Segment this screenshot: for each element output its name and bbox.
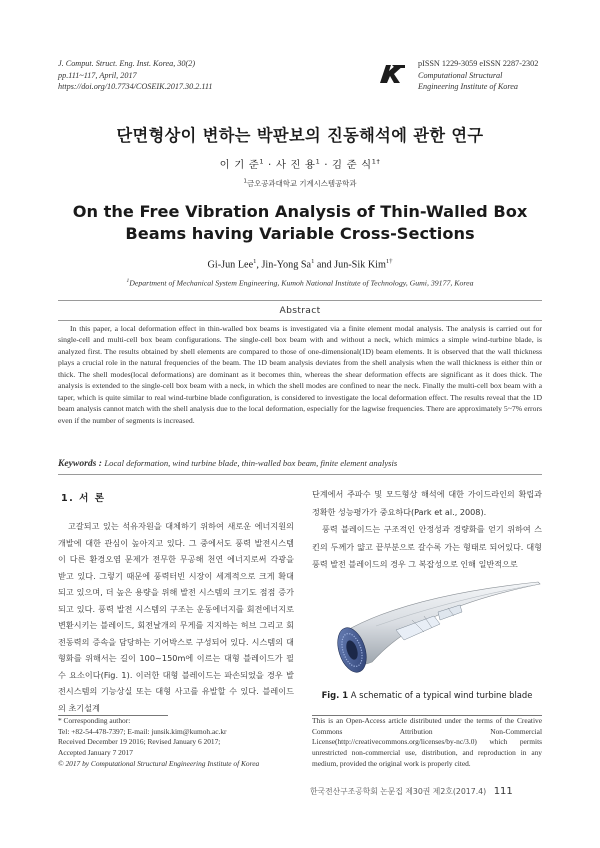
affiliation-text: 금오공과대학교 기계시스템공학과 [247,179,357,188]
figure-caption-text: A schematic of a typical wind turbine blade [350,690,533,700]
society-name-line-2: Engineering Institute of Korea [418,82,518,92]
author-name: 김 준 식 [332,159,372,171]
page-footer [310,786,513,797]
doi-link[interactable]: https://doi.org/10.7734/COSEIK.2017.30.2.111 [58,82,213,92]
author-mark: 1 [315,157,321,166]
keywords-text: Local deformation, wind turbine blade, thin-walled box beam, finite element analysis [104,458,398,468]
author-list-english: Gi-Jun Lee$^1$, Jin-Yong Sa$^1$ and Jun-Sik Kim$^{1\dagger}$ [207,258,393,271]
author-mark: 1 [253,258,257,265]
received-dates: Received December 19 2016; Revised January 6 2017; [58,737,221,747]
author-name: Jin-Yong Sa [261,259,312,271]
wind-turbine-blade-figure [312,576,544,682]
society-name-line-1: Computational Structural [418,70,503,80]
corresponding-author-label: * Corresponding author: [58,716,131,725]
copyright-notice: © 2017 by Computational Structural Engineering Institute of Korea [58,758,260,768]
accepted-date: Accepted January 7 2017 [58,748,133,758]
affiliation-text: Department of Mechanical System Engineering, Kumoh National Institute of Technology, Gumi, 39177, Korea [129,278,474,288]
author-mark: 1 [311,258,315,265]
body-text-left-column: 고갈되고 있는 석유자원을 대체하기 위하여 새로운 에너지원의 개발에 대한 관심이 높아지고 있다. 그 중에서도 풍력 발전시스템이 다른 환경오염 문제가 전무한 무공해 천연 에너지로써 각광을 받고 있다. 그렇기 때문에 풍력터빈 시장이 세계적으로 크게 확대되고 있으며, 더 높은 용량을 위해 발전 시스템의 크기도 점점 증가되고 있다. 풍력 발전 시스템의 구조는 운동에너지를 회전에너지로 변환시키는 블레이드, 회전날개의 무게를 지지하는 허브 그리고 회전동력의 증속을 담당하는 기어박스로 구성되어 있다. 시스템의 대형화를 위해서는 길이 100~150m에 이르는 대형 블레이드가 필수 요소이다(Fig. 1). 이러한 대형 블레이드는 파손되었을 경우 발전시스템의 기능상실 또는 대형 사고를 유발할 수 있다. 블레이드의 초기설계 [58,521,294,713]
author-list-korean: 이 기 준$^1$ · 사 진 용$^1$ · 김 준 식$^{1\dagger}$ [219,157,381,171]
society-logo-icon [378,61,406,85]
journal-pages-line: pp.111~117, April, 2017 [58,70,137,80]
corresponding-contact[interactable]: Tel: +82-54-478-7397; E-mail: junsik.kim@kumoh.ac.kr [58,726,227,736]
section-heading-introduction: 1. 서 론 [61,493,106,504]
correspondence-footnote [58,716,294,770]
footer-journal: 한국전산구조공학회 논문집 제30권 제2호(2017.4) [310,787,487,796]
body-text-right-continuation: 단계에서 주파수 및 모드형상 해석에 대한 가이드라인의 확립과 정확한 성능평가가 중요하다(Park et al., 2008). [312,489,542,517]
issn-block [418,58,538,93]
journal-citation-line: J. Comput. Struct. Eng. Inst. Korea, 30(2) [58,59,196,68]
author-name: Gi-Jun Lee [207,259,254,271]
affiliation-mark: 1 [243,178,248,185]
figure-caption [312,690,542,700]
paper-title-english: On the Free Vibration Analysis of Thin-Walled Box Beams having Variable Cross-Sections [72,202,528,243]
journal-citation [58,58,213,93]
keywords-line: Keywords : Local deformation, wind turbine blade, thin-walled box beam, finite element analysis [58,458,398,469]
paper-title-korean: 단면형상이 변하는 박판보의 진동해석에 관한 연구 [116,126,484,145]
author-name: 이 기 준 [219,159,260,171]
author-mark: 1† [385,258,393,265]
abstract-rule-bottom [58,474,542,475]
affiliation-mark: 1 [126,278,130,284]
keywords-label: Keywords [58,458,97,469]
abstract-heading: Abstract [279,305,321,316]
license-footnote: This is an Open-Access article distributed under the terms of the Creative Commons Attribution Non-Commercial License(http://creativecommons.org/licenses/by-nc/3.0) which permits unrestricted non-commercial use, distribution, and reproduction in any medium, provided the original work is properly cited. [312,716,542,768]
page-number: 111 [493,786,513,797]
author-name: Jun-Sik Kim [334,259,386,271]
affiliation-english [0,278,600,288]
abstract-rule-middle [58,320,542,321]
issn-line: pISSN 1229-3059 eISSN 2287-2302 [418,59,539,68]
body-text-right-paragraph: 풍력 블레이드는 구조적인 안정성과 경량화를 얻기 위하여 스킨의 두께가 얇고 끝부분으로 갈수록 가는 형태로 되어있다. 대형 풍력 발전 블레이드의 경우 그 복잡성으로 인해 일반적으로 [312,524,542,570]
author-name: 사 진 용 [275,159,316,171]
abstract-rule-top [58,300,542,301]
affiliation-korean [0,178,600,189]
author-mark: 1† [371,157,381,166]
abstract-body: In this paper, a local deformation effect in thin-walled box beams is investigated via a finite element modal analysis. The analysis is carried out for single-cell and multi-cell box beam configurations. The single-cell box beam with and without a neck, which mimics a simple wind-turbine blade, is analyzed first. The results obtained by shell elements are compared to those of one-dimensional(1D) beam elements. It is observed that the wall thickness plays a crucial role in the natural frequencies of the beam. The 1D beam analysis deviates from the shell analysis when the wall thickness is either thin or thick. The shell modes(local deformations) are dominant as it becomes thin, whereas the shear deformation effects are significant as it does thick. The analysis is extended to the single-cell box beam with a neck, in which the shell modes are confined to near the neck. Finally the multi-cell box beam with a taper, which is quite similar to real wind-turbine blade configuration, is considered to investigate the local deformation effect. The results reveal that the 1D beam analysis cannot match with the shell analysis due to the local deformation, especially for the lagwise frequencies. There are approximately 5~7% errors even if the number of segments is increased. [58,324,542,425]
figure-label: Fig. 1 [321,690,349,700]
author-mark: 1 [259,157,265,166]
